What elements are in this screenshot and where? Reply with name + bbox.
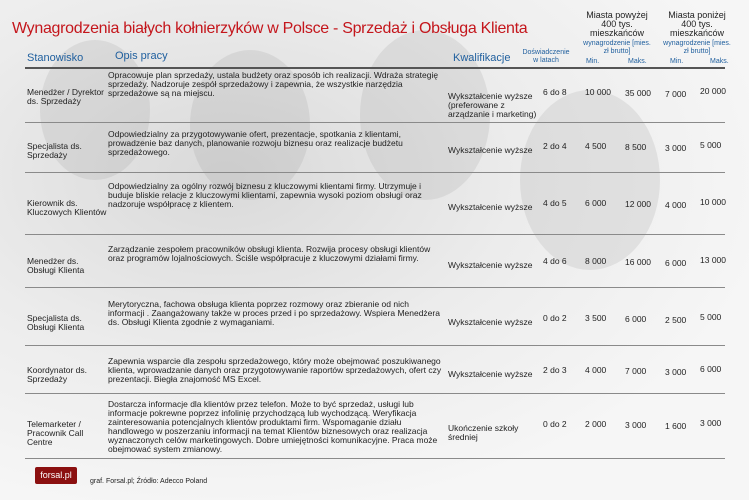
header-small-cities: Miasta poniżej 400 tys. mieszkańców [668, 10, 726, 38]
cell-big-min: 4 000 [585, 365, 607, 375]
cell-small-max: 10 000 [700, 197, 726, 207]
table-row [0, 130, 749, 172]
table-row [0, 182, 749, 234]
cell-small-max: 5 000 [700, 140, 722, 150]
cell-big-min: 3 500 [585, 312, 607, 323]
cell-experience: 0 do 2 [543, 312, 567, 323]
forsal-logo: forsal.pl [35, 467, 77, 484]
cell-big-max: 16 000 [625, 257, 651, 267]
cell-experience: 4 do 6 [543, 256, 567, 266]
cell-big-min: 6 000 [585, 198, 607, 208]
cell-qualifications: Wykształcenie wyższe [448, 202, 533, 212]
table-row [0, 245, 749, 287]
header-position: Stanowisko [27, 52, 84, 64]
cell-description: Zapewnia wsparcie dla zespołu sprzedażowego, który może obejmować poszukiwanego klienta, wprowadzanie danych oraz przygotowywanie raportów sprzedażowych, ofert czy prezentacji. Biegła znajomość MS Excel. [108, 356, 442, 384]
cell-description: Merytoryczna, fachowa obsługa klienta poprzez rozmowy oraz zbieranie od nich informacji . Zaangażowany także w proces przed i po sprzedażowy. Wspiera Menedżera ds. Obsługi Klienta zgodnie z wymaganiami. [108, 299, 440, 327]
cell-experience: 2 do 3 [543, 365, 567, 375]
cell-big-max: 3 000 [625, 420, 647, 430]
table-row [0, 71, 749, 122]
cell-small-min: 2 500 [665, 314, 687, 325]
cell-small-min: 4 000 [665, 200, 687, 210]
header-big-cities: Miasta powyżej 400 tys. mieszkańców [586, 10, 648, 38]
cell-qualifications: Wykształcenie wyższe [448, 369, 533, 379]
cell-big-min: 10 000 [585, 86, 611, 97]
cell-big-max: 6 000 [625, 313, 647, 324]
max-small: Maks. [710, 58, 729, 65]
table-row [0, 357, 749, 393]
cell-big-min: 8 000 [585, 256, 607, 266]
row-divider [25, 122, 725, 123]
cell-qualifications: Wykształcenie wyższe [448, 316, 533, 327]
row-divider [25, 458, 725, 459]
row-divider [25, 172, 725, 173]
header-experience: Doświadczenie w latach [522, 49, 570, 64]
table-row [0, 300, 749, 345]
max-big: Maks. [628, 58, 647, 65]
header-qualifications: Kwalifikacje [453, 52, 511, 64]
row-divider [25, 234, 725, 235]
cell-position: Menedżer ds. Obsługi Klienta [27, 256, 85, 275]
cell-experience: 6 do 8 [543, 86, 567, 97]
cell-description: Odpowiedzialny za przygotowywanie ofert, prezentacje, spotkania z klientami, prowadzenie baz danych, planowanie rozwoju biznesu oraz realizacje budżetu sprzedażowego. [108, 129, 403, 157]
cell-experience: 4 do 5 [543, 198, 567, 208]
cell-description: Dostarcza informacje dla klientów przez telefon. Może to być sprzedaż, usługi lub informacje pokrewne poprzez infolinię przychodzącą lub wychodzącą. Weryfikacja zainteresowania potencjalnych klientów produktami firm. Wspomaganie działu handlowego w poszerzaniu informacji na temat Klientów biznesowych oraz realizacja wyznaczonych celów marketingowych. Dobre umiejętności komunikacyjne. Praca może obejmować system zmianowy. [108, 399, 438, 454]
cell-description: Opracowuje plan sprzedaży, ustala budżety oraz sposób ich realizacji. Wdraża strategię sprzedaży. Nadzoruje zespół sprzedażowy i zapewnia, że wszystkie narzędzia sprzedażowe są na miejscu. [108, 70, 439, 98]
header-description: Opis pracy [115, 50, 168, 62]
cell-small-max: 6 000 [700, 364, 722, 374]
cell-qualifications: Wykształcenie wyższe (preferowane z arządzanie i marketing) [448, 90, 537, 119]
cell-small-min: 7 000 [665, 88, 687, 99]
cell-small-max: 5 000 [700, 311, 722, 322]
cell-small-min: 3 000 [665, 143, 687, 153]
cell-position: Telemarketer / Pracownik Call Centre [27, 419, 84, 447]
cell-small-max: 3 000 [700, 418, 722, 428]
cell-qualifications: Wykształcenie wyższe [448, 145, 533, 155]
cell-small-max: 20 000 [700, 85, 726, 96]
cell-position: Specjalista ds. Sprzedaży [27, 141, 82, 160]
cell-qualifications: Wykształcenie wyższe [448, 260, 533, 270]
min-small: Min. [670, 58, 684, 65]
cell-big-max: 35 000 [625, 87, 651, 98]
cell-big-max: 12 000 [625, 199, 651, 209]
cell-small-min: 1 600 [665, 421, 687, 431]
cell-experience: 2 do 4 [543, 141, 567, 151]
cell-description: Zarządzanie zespołem pracowników obsługi klienta. Rozwija procesy obsługi klientów oraz programów lojalnościowych. Ściśle współpracuje z kluczowymi działami firmy. [108, 244, 431, 263]
cell-big-min: 2 000 [585, 419, 607, 429]
cell-small-min: 6 000 [665, 258, 687, 268]
header-divider [25, 67, 725, 69]
salary-note-small: wynagrodzenie [mies. zł brutto] [663, 40, 731, 55]
cell-small-max: 13 000 [700, 255, 726, 265]
row-divider [25, 345, 725, 346]
min-big: Min. [586, 58, 600, 65]
cell-position: Koordynator ds. Sprzedaży [27, 365, 88, 384]
cell-small-min: 3 000 [665, 367, 687, 377]
cell-position: Kierownik ds. Kluczowych Klientów [27, 198, 107, 217]
page-title: Wynagrodzenia białych kołnierzyków w Polsce - Sprzedaż i Obsługa Klienta [12, 20, 528, 37]
row-divider [25, 287, 725, 288]
cell-qualifications: Ukończenie szkoły średniej [448, 423, 519, 442]
cell-experience: 0 do 2 [543, 419, 567, 429]
table-row [0, 400, 749, 458]
cell-big-min: 4 500 [585, 141, 607, 151]
cell-position: Menedżer / Dyrektor ds. Sprzedaży [27, 86, 104, 106]
source-note: graf. Forsal.pl; Źródło: Adecco Poland [90, 478, 208, 485]
cell-big-max: 8 500 [625, 142, 647, 152]
cell-description: Odpowiedzialny za ogólny rozwój biznesu z kluczowymi klientami firmy. Utrzymuje i buduje bliskie relacje z kluczowymi klientami, zapewnia wysoki poziom obsługi oraz nadzoruje współpracę z klientem. [108, 181, 422, 209]
cell-position: Specjalista ds. Obsługi Klienta [27, 312, 85, 332]
salary-note-big: wynagrodzenie [mies. zł brutto] [583, 40, 651, 55]
cell-big-max: 7 000 [625, 366, 647, 376]
row-divider [25, 393, 725, 394]
